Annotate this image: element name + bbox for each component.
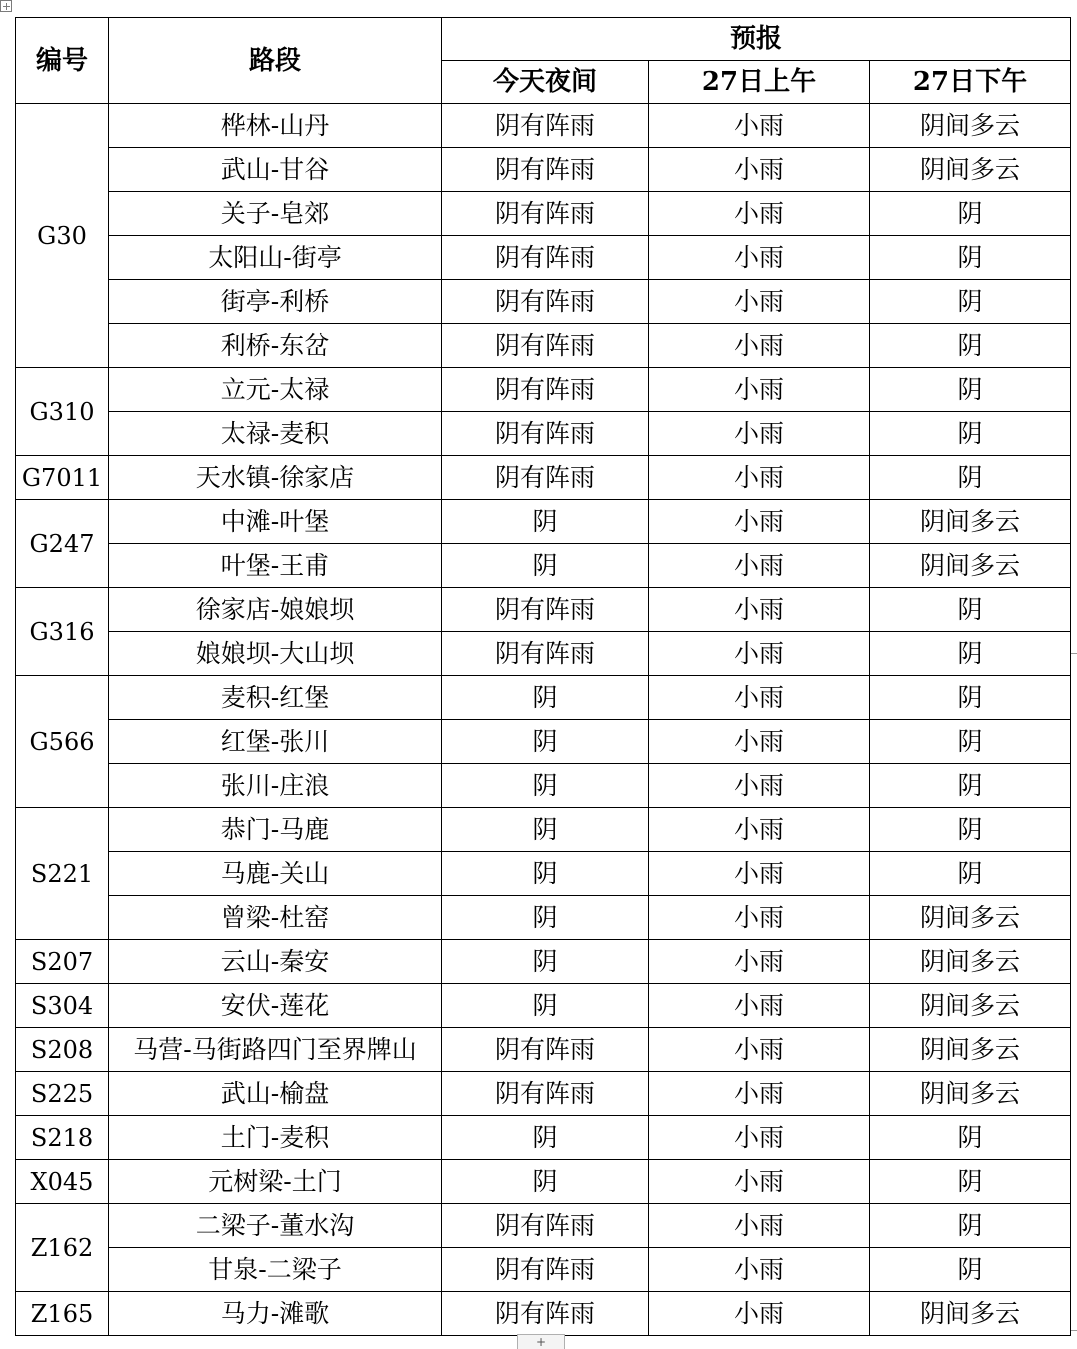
segment-cell: 太阳山-街亭	[109, 236, 442, 280]
tonight-forecast-cell: 阴有阵雨	[442, 1072, 649, 1116]
header-period-tonight: 今天夜间	[442, 61, 649, 104]
am-forecast-cell: 小雨	[649, 720, 870, 764]
route-code-cell: X045	[16, 1160, 109, 1204]
tonight-forecast-cell: 阴有阵雨	[442, 1248, 649, 1292]
table-row	[16, 632, 1071, 676]
tonight-forecast-cell: 阴	[442, 544, 649, 588]
am-forecast-cell: 小雨	[649, 940, 870, 984]
route-code-cell: G316	[16, 588, 109, 676]
am-forecast-cell: 小雨	[649, 1028, 870, 1072]
tonight-forecast-cell: 阴有阵雨	[442, 324, 649, 368]
pm-forecast-cell: 阴间多云	[870, 544, 1071, 588]
am-forecast-cell: 小雨	[649, 764, 870, 808]
pm-forecast-cell: 阴	[870, 676, 1071, 720]
am-forecast-cell: 小雨	[649, 1072, 870, 1116]
route-code-cell: G7011	[16, 456, 109, 500]
margin-marker	[1071, 1330, 1077, 1331]
segment-cell: 二梁子-董水沟	[109, 1204, 442, 1248]
pm-forecast-cell: 阴间多云	[870, 148, 1071, 192]
table-row	[16, 192, 1071, 236]
tonight-forecast-cell: 阴	[442, 764, 649, 808]
table-row	[16, 104, 1071, 148]
segment-cell: 云山-秦安	[109, 940, 442, 984]
am-forecast-cell: 小雨	[649, 588, 870, 632]
segment-cell: 马鹿-关山	[109, 852, 442, 896]
table-row	[16, 1292, 1071, 1336]
route-code-cell: S225	[16, 1072, 109, 1116]
pm-forecast-cell: 阴	[870, 280, 1071, 324]
tonight-forecast-cell: 阴有阵雨	[442, 632, 649, 676]
table-row	[16, 500, 1071, 544]
am-forecast-cell: 小雨	[649, 852, 870, 896]
segment-cell: 曾梁-杜窑	[109, 896, 442, 940]
tonight-forecast-cell: 阴有阵雨	[442, 368, 649, 412]
segment-cell: 娘娘坝-大山坝	[109, 632, 442, 676]
am-forecast-cell: 小雨	[649, 280, 870, 324]
tonight-forecast-cell: 阴	[442, 500, 649, 544]
table-move-handle-icon[interactable]	[0, 0, 12, 12]
route-code-cell: Z165	[16, 1292, 109, 1336]
table-row	[16, 588, 1071, 632]
am-forecast-cell: 小雨	[649, 808, 870, 852]
am-forecast-cell: 小雨	[649, 500, 870, 544]
pm-forecast-cell: 阴	[870, 236, 1071, 280]
am-forecast-cell: 小雨	[649, 984, 870, 1028]
table-row	[16, 808, 1071, 852]
route-code-cell: S304	[16, 984, 109, 1028]
pm-forecast-cell: 阴间多云	[870, 896, 1071, 940]
tonight-forecast-cell: 阴	[442, 940, 649, 984]
pm-forecast-cell: 阴	[870, 324, 1071, 368]
route-code-cell: G310	[16, 368, 109, 456]
tonight-forecast-cell: 阴	[442, 676, 649, 720]
segment-cell: 武山-榆盘	[109, 1072, 442, 1116]
table-row	[16, 676, 1071, 720]
tonight-forecast-cell: 阴有阵雨	[442, 148, 649, 192]
am-forecast-cell: 小雨	[649, 148, 870, 192]
table-body	[16, 104, 1071, 1336]
table-header	[16, 18, 1071, 104]
table-row	[16, 1072, 1071, 1116]
header-forecast: 预报	[442, 18, 1071, 61]
segment-cell: 徐家店-娘娘坝	[109, 588, 442, 632]
segment-cell: 红堡-张川	[109, 720, 442, 764]
pm-forecast-cell: 阴	[870, 192, 1071, 236]
pm-forecast-cell: 阴	[870, 632, 1071, 676]
pm-forecast-cell: 阴	[870, 1116, 1071, 1160]
margin-marker	[1071, 653, 1077, 654]
am-forecast-cell: 小雨	[649, 632, 870, 676]
route-code-cell: S221	[16, 808, 109, 940]
route-code-cell: G247	[16, 500, 109, 588]
pm-forecast-cell: 阴	[870, 1204, 1071, 1248]
table-row	[16, 984, 1071, 1028]
route-code-cell: G566	[16, 676, 109, 808]
table-row	[16, 280, 1071, 324]
segment-cell: 甘泉-二梁子	[109, 1248, 442, 1292]
pm-forecast-cell: 阴	[870, 588, 1071, 632]
add-row-button[interactable]: +	[517, 1334, 565, 1349]
tonight-forecast-cell: 阴有阵雨	[442, 104, 649, 148]
table-row	[16, 324, 1071, 368]
road-weather-forecast-table	[15, 17, 1071, 1336]
am-forecast-cell: 小雨	[649, 192, 870, 236]
tonight-forecast-cell: 阴	[442, 852, 649, 896]
segment-cell: 土门-麦积	[109, 1116, 442, 1160]
am-forecast-cell: 小雨	[649, 676, 870, 720]
am-forecast-cell: 小雨	[649, 1204, 870, 1248]
pm-forecast-cell: 阴间多云	[870, 500, 1071, 544]
table-row	[16, 1028, 1071, 1072]
tonight-forecast-cell: 阴	[442, 1160, 649, 1204]
pm-forecast-cell: 阴	[870, 852, 1071, 896]
pm-forecast-cell: 阴间多云	[870, 984, 1071, 1028]
tonight-forecast-cell: 阴有阵雨	[442, 456, 649, 500]
segment-cell: 张川-庄浪	[109, 764, 442, 808]
tonight-forecast-cell: 阴	[442, 808, 649, 852]
pm-forecast-cell: 阴	[870, 368, 1071, 412]
pm-forecast-cell: 阴	[870, 1160, 1071, 1204]
segment-cell: 叶堡-王甫	[109, 544, 442, 588]
header-period-27-am: 27日上午	[649, 61, 870, 104]
table-row	[16, 852, 1071, 896]
segment-cell: 安伏-莲花	[109, 984, 442, 1028]
pm-forecast-cell: 阴间多云	[870, 1292, 1071, 1336]
segment-cell: 元树梁-土门	[109, 1160, 442, 1204]
pm-forecast-cell: 阴	[870, 412, 1071, 456]
am-forecast-cell: 小雨	[649, 104, 870, 148]
header-code: 编号	[16, 18, 109, 104]
header-segment: 路段	[109, 18, 442, 104]
pm-forecast-cell: 阴	[870, 808, 1071, 852]
pm-forecast-cell: 阴间多云	[870, 1072, 1071, 1116]
table-row	[16, 1248, 1071, 1292]
am-forecast-cell: 小雨	[649, 1292, 870, 1336]
segment-cell: 麦积-红堡	[109, 676, 442, 720]
tonight-forecast-cell: 阴	[442, 984, 649, 1028]
tonight-forecast-cell: 阴有阵雨	[442, 412, 649, 456]
am-forecast-cell: 小雨	[649, 456, 870, 500]
table-row	[16, 236, 1071, 280]
segment-cell: 马营-马街路四门至界牌山	[109, 1028, 442, 1072]
table-row	[16, 1204, 1071, 1248]
am-forecast-cell: 小雨	[649, 1116, 870, 1160]
table-row	[16, 368, 1071, 412]
table-row	[16, 896, 1071, 940]
header-period-27-pm: 27日下午	[870, 61, 1071, 104]
table-row	[16, 412, 1071, 456]
table-row	[16, 1160, 1071, 1204]
segment-cell: 中滩-叶堡	[109, 500, 442, 544]
am-forecast-cell: 小雨	[649, 896, 870, 940]
segment-cell: 武山-甘谷	[109, 148, 442, 192]
pm-forecast-cell: 阴	[870, 720, 1071, 764]
am-forecast-cell: 小雨	[649, 1160, 870, 1204]
tonight-forecast-cell: 阴有阵雨	[442, 192, 649, 236]
am-forecast-cell: 小雨	[649, 544, 870, 588]
pm-forecast-cell: 阴	[870, 456, 1071, 500]
tonight-forecast-cell: 阴有阵雨	[442, 1292, 649, 1336]
pm-forecast-cell: 阴	[870, 1248, 1071, 1292]
table-row	[16, 456, 1071, 500]
route-code-cell: G30	[16, 104, 109, 368]
pm-forecast-cell: 阴	[870, 764, 1071, 808]
tonight-forecast-cell: 阴有阵雨	[442, 1204, 649, 1248]
table-row	[16, 720, 1071, 764]
route-code-cell: S208	[16, 1028, 109, 1072]
table-row	[16, 940, 1071, 984]
segment-cell: 马力-滩歌	[109, 1292, 442, 1336]
pm-forecast-cell: 阴间多云	[870, 1028, 1071, 1072]
tonight-forecast-cell: 阴有阵雨	[442, 280, 649, 324]
segment-cell: 天水镇-徐家店	[109, 456, 442, 500]
segment-cell: 街亭-利桥	[109, 280, 442, 324]
table-row	[16, 764, 1071, 808]
am-forecast-cell: 小雨	[649, 1248, 870, 1292]
tonight-forecast-cell: 阴有阵雨	[442, 588, 649, 632]
route-code-cell: Z162	[16, 1204, 109, 1292]
route-code-cell: S207	[16, 940, 109, 984]
segment-cell: 利桥-东岔	[109, 324, 442, 368]
tonight-forecast-cell: 阴	[442, 896, 649, 940]
tonight-forecast-cell: 阴	[442, 720, 649, 764]
table-row	[16, 148, 1071, 192]
tonight-forecast-cell: 阴有阵雨	[442, 1028, 649, 1072]
pm-forecast-cell: 阴间多云	[870, 104, 1071, 148]
segment-cell: 桦林-山丹	[109, 104, 442, 148]
table-row	[16, 544, 1071, 588]
segment-cell: 立元-太禄	[109, 368, 442, 412]
table-row	[16, 1116, 1071, 1160]
tonight-forecast-cell: 阴	[442, 1116, 649, 1160]
route-code-cell: S218	[16, 1116, 109, 1160]
pm-forecast-cell: 阴间多云	[870, 940, 1071, 984]
am-forecast-cell: 小雨	[649, 412, 870, 456]
am-forecast-cell: 小雨	[649, 236, 870, 280]
segment-cell: 恭门-马鹿	[109, 808, 442, 852]
am-forecast-cell: 小雨	[649, 324, 870, 368]
segment-cell: 太禄-麦积	[109, 412, 442, 456]
tonight-forecast-cell: 阴有阵雨	[442, 236, 649, 280]
segment-cell: 关子-皂郊	[109, 192, 442, 236]
am-forecast-cell: 小雨	[649, 368, 870, 412]
